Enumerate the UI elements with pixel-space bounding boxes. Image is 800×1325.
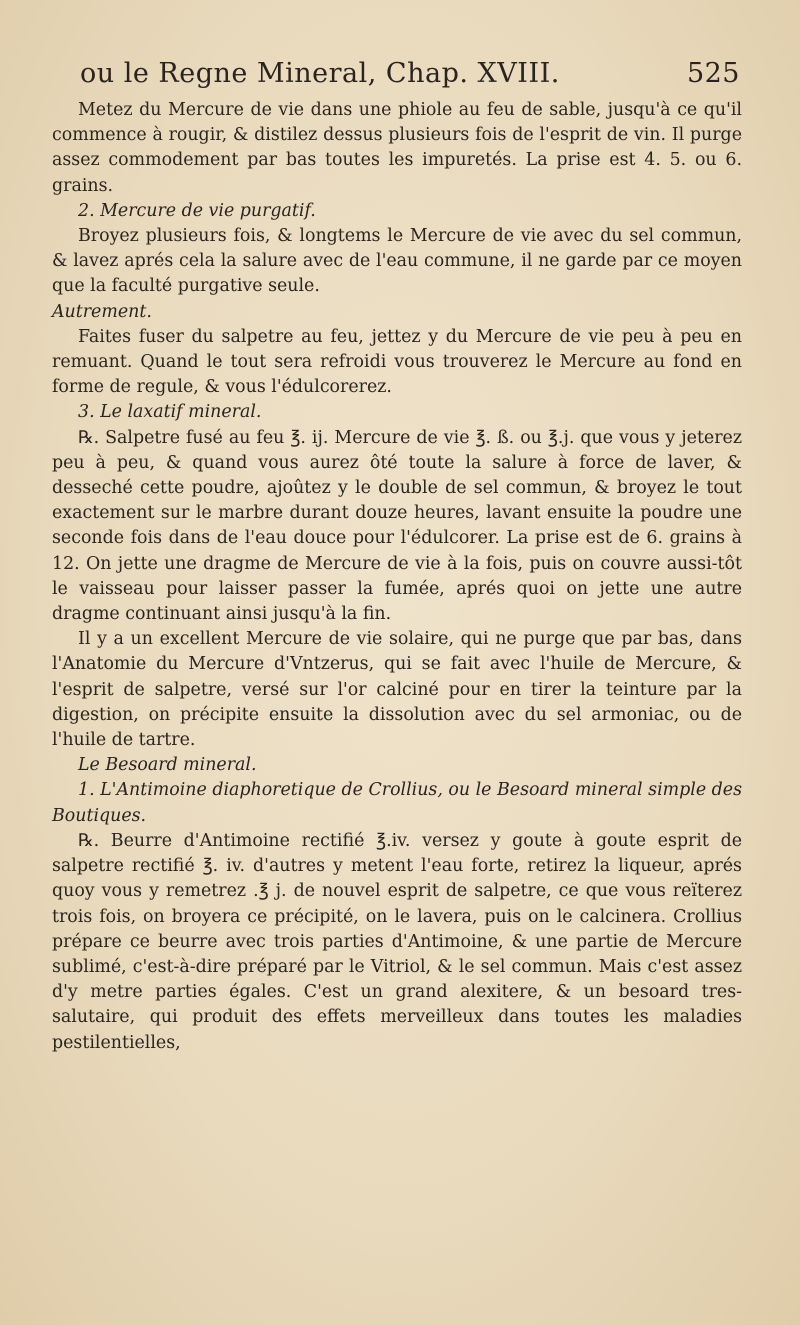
running-header (80, 58, 740, 98)
page-number: 525 (686, 58, 740, 89)
section-heading: 1. L'Antimoine diaphoretique de Crollius, ou le Besoard mineral simple des Boutiques. (52, 780, 742, 826)
paragraph: ℞. Salpetre fusé au feu ℥. ij. Mercure de vie ℥. ß. ou ℥.j. que vous y jeterez peu à peu, & quand vous aurez ôté toute la salure à force de laver, & desseché cette poudre, ajoûtez y le double de sel commun, & broyez le tout exactement sur le marbre durant douze heures, lavant ensuite la poudre une seconde fois dans de l'eau douce pour l'édulcorer. La prise est de 6. grains à 12. On jette une dragme de Mercure de vie à la fois, puis on couvre aussi-tôt le vaisseau pour laisser passer la fumée, aprés quoi on jette une autre dragme continuant ainsi jusqu'à la fin. (52, 427, 742, 625)
section-heading: Le Besoard mineral. (78, 755, 257, 776)
paragraph: Il y a un excellent Mercure de vie solaire, qui ne purge que par bas, dans l'Anatomie du Mercure d'Vntzerus, qui se fait avec l'huile de Mercure, & l'esprit de salpetre, versé sur l'or calciné pour en tirer la teinture par la digestion, on précipite ensuite la dissolution avec du sel armoniac, ou de l'huile de tartre. (52, 629, 742, 751)
paragraph: Metez du Mercure de vie dans une phiole au feu de sable, jusqu'à ce qu'il commence à rougir, & distilez dessus plusieurs fois de l'esprit de vin. Il purge assez commodement par bas toutes les impuretés. La prise est 4. 5. ou 6. grains. (52, 100, 742, 196)
running-title: ou le Regne Mineral, Chap. XVIII. (80, 58, 560, 89)
paragraph: Broyez plusieurs fois, & longtems le Mercure de vie avec du sel commun, & lavez aprés cela la salure avec de l'eau commune, il ne garde par ce moyen que la faculté purgative seule. (52, 226, 742, 297)
section-heading: 2. Mercure de vie purgatif. (78, 200, 316, 221)
paragraph: Faites fuser du salpetre au feu, jettez y du Mercure de vie peu à peu en remuant. Quand le tout sera refroidi vous trouverez le Mercure au fond en forme de regule, & vous l'édulcorerez. (52, 326, 742, 398)
paragraph: ℞. Beurre d'Antimoine rectifié ℥.iv. versez y goute à goute esprit de salpetre rectifié ℥. iv. d'autres y metent l'eau forte, retirez la liqueur, aprés quoy vous y remetrez .℥ j. de nouvel esprit de salpetre, ce que vous reïterez trois fois, on broyera ce précipité, on le lavera, puis on le calcinera. Crollius prépare ce beurre avec trois parties d'Antimoine, & une partie de Mercure sublimé, c'est-à-dire préparé par le Vitriol, & le sel commun. Mais c'est assez d'y metre parties égales. C'est un grand alexitere, & un besoard tres-salutaire, qui produit des effets merveilleux dans toutes les maladies pestilentielles, (52, 830, 742, 1053)
section-heading: Autrement. (52, 301, 152, 322)
page-body (52, 98, 742, 1056)
section-heading: 3. Le laxatif mineral. (78, 402, 262, 423)
